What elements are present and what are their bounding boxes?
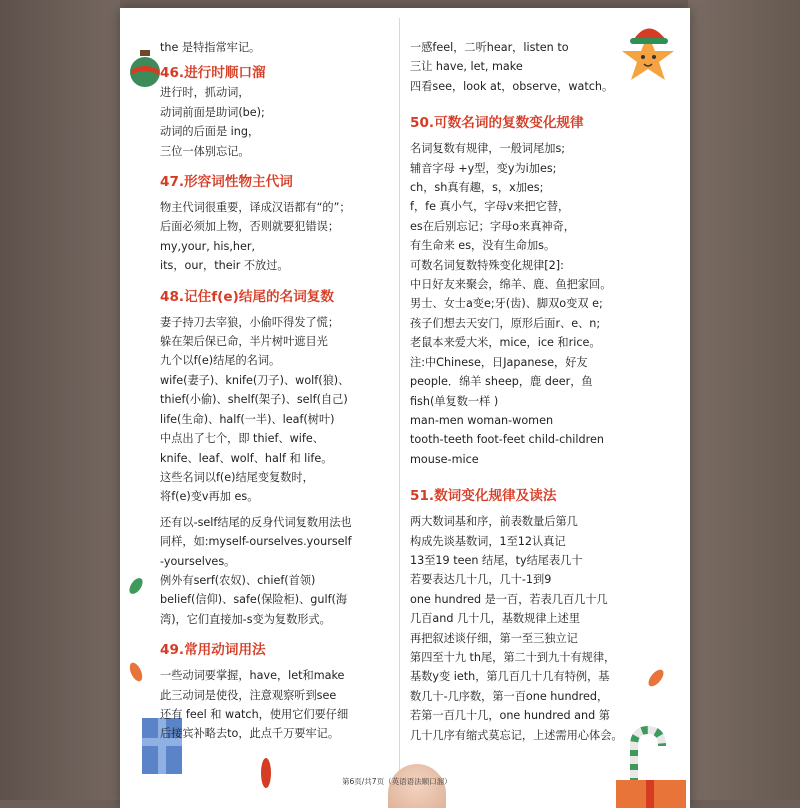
text-line: one hundred 是一百，若表几百几十几 xyxy=(410,592,608,606)
text-line: 同样，如:myself-ourselves.yourself xyxy=(160,535,352,549)
text-line: 九个以f(e)结尾的名词。 xyxy=(160,354,281,368)
text-line: 三位一体别忘记。 xyxy=(160,144,250,158)
text-line: 动词的后面是 ing， xyxy=(160,125,260,139)
text-line: 一些动词要掌握，have，let和make xyxy=(160,669,345,683)
text-line: 一感feel，二听hear，listen to xyxy=(410,41,569,54)
text-line: 基数y变 ieth，第几百几十几有特例，基 xyxy=(410,670,610,684)
text-line: ch，sh真有趣，s，x加es; xyxy=(410,181,544,195)
text-line: 构成先谈基数词，1至12认真记 xyxy=(410,534,566,548)
leaf-icon xyxy=(126,660,146,684)
text-line: 例外有serf(农奴)、chief(首领) xyxy=(160,573,316,587)
text-line: es在后别忘记；字母o来真神奇， xyxy=(410,219,575,233)
text-line: 若第一百几十几，one hundred and 第 xyxy=(410,709,610,723)
text-line: 躲在架后保已命，半片树叶遮目光 xyxy=(160,335,328,349)
text-line: man-men woman-women xyxy=(410,413,554,427)
left-column xyxy=(160,38,395,744)
text-line: -yourselves。 xyxy=(160,554,236,568)
text-line: 四看see，look at，observe，watch。 xyxy=(410,79,614,93)
text-line: 物主代词很重要，译成汉语都有“的”； xyxy=(160,201,351,215)
text-line: 几十几序有缩式莫忘记，上述需用心体会。 xyxy=(410,728,623,742)
text-line: 还有 feel 和 watch，使用它们要仔细 xyxy=(160,707,349,721)
text-line: life(生命)、half(一半)、leaf(树叶) xyxy=(160,412,335,426)
section-48-heading: 48.记住f(e)结尾的名词复数 xyxy=(160,288,334,305)
text-line: knife、leaf、wolf、half 和 life。 xyxy=(160,451,333,465)
text-line: 动词前面是助词(be); xyxy=(160,105,265,119)
text-line: 数几十-几序数，第一百one hundred， xyxy=(410,689,609,703)
page-footer: 第6页/共7页（英语语法顺口溜） xyxy=(342,777,452,786)
text-line: my,your, his,her, xyxy=(160,239,256,253)
left-top-line: the 是特指常牢记。 xyxy=(160,41,261,54)
text-line: 第四至十九 th尾，第二十到九十有规律， xyxy=(410,650,616,664)
text-line: 后面必须加上物，否则就要犯错误； xyxy=(160,220,340,234)
text-line: f，fe 真小气，字母v来把它替， xyxy=(410,200,570,214)
christmas-ornament-icon xyxy=(128,48,162,88)
text-line: 妻子持刀去宰狼，小偷吓得发了慌； xyxy=(160,315,340,329)
text-line: 后接宾补略去to，此点千万要牢记。 xyxy=(160,727,340,741)
text-line: 中日好友来聚会，绵羊、鹿、鱼把家回。 xyxy=(410,278,612,292)
section-49-heading: 49.常用动词用法 xyxy=(160,642,266,659)
text-line: wife(妻子)、knife(刀子)、wolf(狼)、 xyxy=(160,373,350,387)
section-47-heading: 47.形容词性物主代词 xyxy=(160,174,293,191)
text-line: thief(小偷)、shelf(架子)、self(自己) xyxy=(160,393,348,407)
background-right xyxy=(688,0,800,800)
document-card xyxy=(120,8,690,808)
text-line: 若要表达几十几，几十-1到9 xyxy=(410,573,552,587)
text-line: 男士、女士a变e;牙(齿)、脚双o变双 e; xyxy=(410,297,603,311)
text-line: 13至19 teen 结尾，ty结尾表几十 xyxy=(410,553,583,567)
text-line: belief(信仰)、safe(保险柜)、gulf(海 xyxy=(160,593,348,607)
text-line: 几百and 几十几，基数规律上述里 xyxy=(410,612,581,626)
text-line: 三让 have, let, make xyxy=(410,60,523,74)
text-line: 孩子们想去天安门，原形后面r、e、n; xyxy=(410,316,601,330)
text-line: 这些名词以f(e)结尾变复数时， xyxy=(160,470,314,484)
text-line: 注:中Chinese，日Japanese，好友 xyxy=(410,355,588,369)
text-line: 再把叙述谈仔细，第一至三独立记 xyxy=(410,631,578,645)
text-line: 进行时，抓动词， xyxy=(160,86,250,100)
text-line: fish(单复数一样 ) xyxy=(410,394,499,408)
text-line: 辅音字母 +y型，变y为i加es; xyxy=(410,161,557,175)
text-line: 中点出了七个，即 thief、wife、 xyxy=(160,432,324,446)
text-line: mouse-mice xyxy=(410,452,479,466)
text-line: people．绵羊 sheep，鹿 deer，鱼 xyxy=(410,375,593,389)
text-line: 有生命来 es，没有生命加s。 xyxy=(410,239,556,253)
text-line: 此三动词是使役，注意观察听到see xyxy=(160,688,337,702)
text-line: its，our，their 不放过。 xyxy=(160,259,289,273)
text-line: tooth-teeth foot-feet child-children xyxy=(410,433,604,447)
text-line: 名词复数有规律，一般词尾加s; xyxy=(410,142,566,156)
right-column xyxy=(410,38,665,745)
text-line: 可数名词复数特殊变化规律[2]: xyxy=(410,258,564,272)
section-51-heading: 51.数词变化规律及读法 xyxy=(410,488,557,505)
text-line: 两大数词基和序，前表数量后第几 xyxy=(410,515,578,529)
leaf-icon xyxy=(126,576,146,596)
section-46-heading: 46.进行时顺口溜 xyxy=(160,65,266,82)
leaf-icon xyxy=(258,756,274,790)
text-line: 还有以-self结尾的反身代词复数用法也 xyxy=(160,515,352,529)
text-line: 老鼠本来爱大米，mice，ice 和rice。 xyxy=(410,336,601,350)
text-line: 湾)，它们直接加-s变为复数形式。 xyxy=(160,612,331,626)
background-left xyxy=(0,0,120,800)
section-50-heading: 50.可数名词的复数变化规律 xyxy=(410,115,584,132)
text-line: 将f(e)变v再加 es。 xyxy=(160,490,259,504)
column-divider xyxy=(399,18,400,778)
